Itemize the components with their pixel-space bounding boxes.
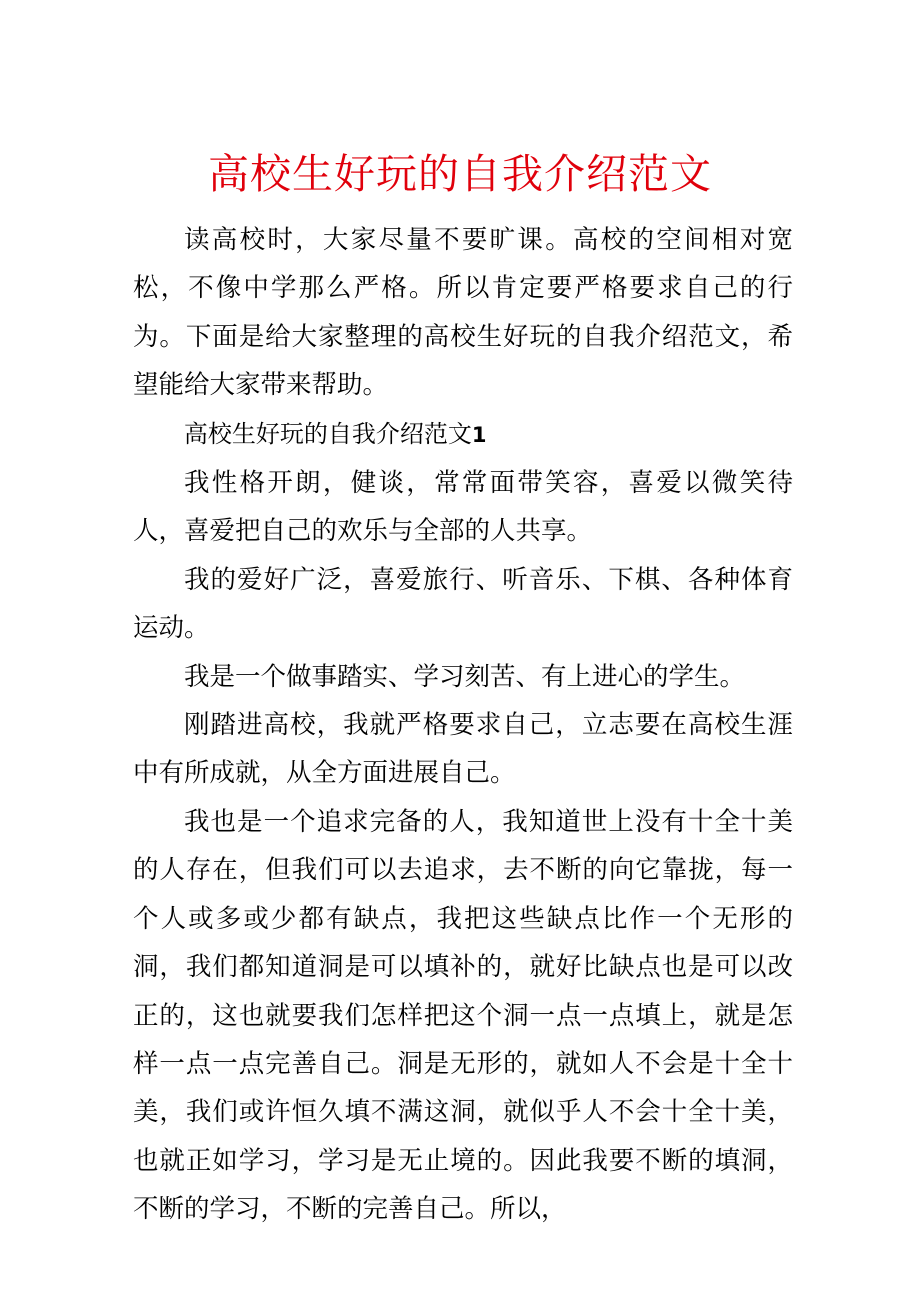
intro-paragraph: 读高校时，大家尽量不要旷课。高校的空间相对宽松，不像中学那么严格。所以肯定要严格要求自己的行为。下面是给大家整理的高校生好玩的自我介绍范文，希望能给大家带来帮助。: [133, 225, 793, 401]
body-paragraph: 我也是一个追求完备的人，我知道世上没有十全十美的人存在，但我们可以去追求，去不断的向它靠拢，每一个人或多或少都有缺点，我把这些缺点比作一个无形的洞，我们都知道洞是可以填补的，就好比缺点也是可以改正的，这也就要我们怎样把这个洞一点一点填上，就是怎样一点一点完善自己。洞是无形的，就如人不会是十全十美，我们或许恒久填不满这洞，就似乎人不会十全十美，也就正如学习，学习是无止境的。因此我要不断的填洞，不断的学习，不断的完善自己。所以，: [133, 806, 793, 1225]
body-paragraph: 我性格开朗，健谈，常常面带笑容，喜爱以微笑待人，喜爱把自己的欢乐与全部的人共享。: [133, 468, 793, 547]
body-paragraph: 刚踏进高校，我就严格要求自己，立志要在高校生涯中有所成就，从全方面进展自己。: [133, 710, 793, 789]
body-paragraph: 我的爱好广泛，喜爱旅行、听音乐、下棋、各种体育运动。: [133, 564, 793, 644]
section-heading-text: 高校生好玩的自我介绍范文: [183, 419, 472, 448]
section-heading: [133, 410, 793, 459]
document-body: [133, 216, 793, 1234]
section-heading-number: 1: [471, 422, 487, 447]
document-title: 高校生好玩的自我介绍范文: [208, 150, 712, 198]
body-paragraph: 我是一个做事踏实、学习刻苦、有上进心的学生。: [184, 661, 746, 692]
